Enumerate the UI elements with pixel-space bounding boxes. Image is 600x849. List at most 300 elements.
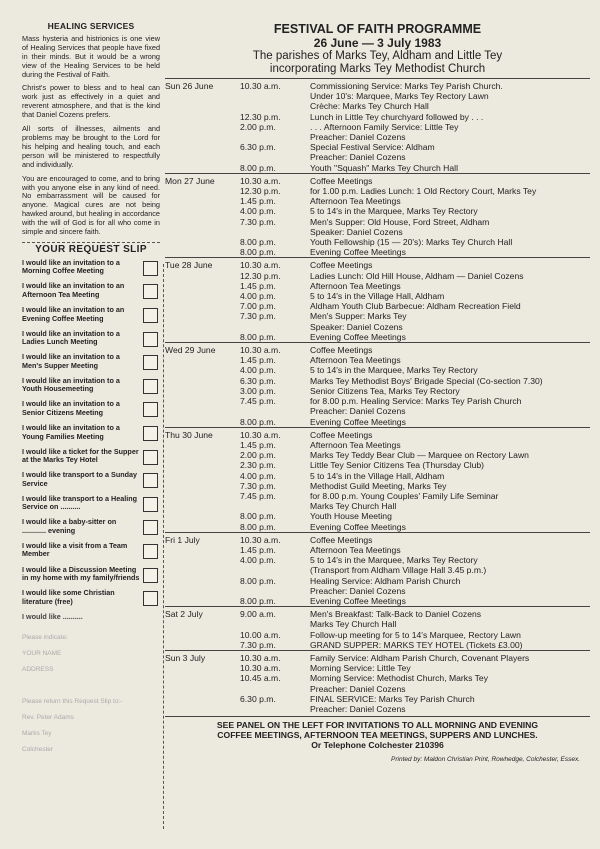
event-description: Little Tey Senior Citizens Tea (Thursday Club) [310, 460, 485, 471]
event-description: for 1.00 p.m. Ladies Lunch: 1 Old Rectory Court, Marks Tey [310, 186, 537, 197]
schedule-row [165, 630, 590, 640]
schedule-row [165, 206, 590, 216]
event-time [240, 586, 310, 596]
event-time: 7.45 p.m. [240, 490, 276, 501]
slip-item[interactable] [22, 448, 160, 472]
schedule-row [165, 430, 590, 440]
day-label [165, 491, 240, 501]
schedule-row [165, 386, 590, 396]
schedule-row [165, 501, 590, 511]
day-label [165, 271, 240, 281]
event-description: Healing Service: Aldham Parish Church [310, 575, 461, 586]
event-description: Crèche: Marks Tey Church Hall [310, 101, 429, 112]
day-label [165, 471, 240, 481]
day-label [165, 196, 240, 206]
slip-address-section [22, 633, 160, 761]
event-time [240, 91, 310, 101]
day-label [165, 396, 240, 406]
healing-paragraph: Christ's power to bless and to heal can work just as effectively in a quiet and reverent atmosphere, and that is the kind that Daniel Cozens prefers. [22, 83, 160, 120]
day-block [165, 427, 590, 532]
schedule-row [165, 555, 590, 565]
schedule-row [165, 301, 590, 311]
slip-field: Please return this Request Slip to:- [22, 697, 123, 705]
event-time: 3.00 p.m. [240, 385, 276, 396]
slip-field: Rev. Peter Adams [22, 713, 74, 721]
day-label [165, 132, 240, 142]
schedule-row [165, 704, 590, 714]
day-label [165, 355, 240, 365]
schedule-row [165, 663, 590, 673]
event-time: 2.00 p.m. [240, 121, 276, 132]
slip-item[interactable] [22, 471, 160, 495]
day-label [165, 406, 240, 416]
schedule-row [165, 152, 590, 162]
day-label [165, 450, 240, 460]
day-label: Wed 29 June [165, 345, 216, 356]
day-label [165, 206, 240, 216]
day-label [165, 596, 240, 606]
day-block [165, 78, 590, 173]
event-time: 8.00 p.m. [240, 521, 276, 532]
day-label: Fri 1 July [165, 534, 200, 545]
event-time: 8.00 p.m. [240, 575, 276, 586]
event-description: Evening Coffee Meetings [310, 331, 406, 342]
healing-text [22, 35, 160, 237]
event-time [240, 101, 310, 111]
day-label [165, 227, 240, 237]
day-label [165, 481, 240, 491]
day-label [165, 301, 240, 311]
event-time: 10.30 a.m. [240, 429, 281, 440]
footer-phone: Or Telephone Colchester 210396 [311, 740, 444, 751]
day-label: Tue 28 June [165, 260, 213, 271]
schedule-row [165, 132, 590, 142]
schedule-row [165, 345, 590, 355]
event-time: 8.00 p.m. [240, 331, 276, 342]
day-label [165, 663, 240, 673]
event-description: Marks Tey Teddy Bear Club — Marquee on Rectory Lawn [310, 450, 529, 461]
schedule-row [165, 186, 590, 196]
event-time: 2.00 p.m. [240, 450, 276, 461]
event-description: Preacher: Daniel Cozens [310, 132, 406, 143]
day-label [165, 386, 240, 396]
day-label [165, 247, 240, 257]
slip-item[interactable] [22, 306, 160, 330]
event-time: 6.30 p.m. [240, 375, 276, 386]
event-description: Marks Tey Church Hall [310, 619, 397, 630]
event-time: 1.45 p.m. [240, 280, 276, 291]
day-block [165, 532, 590, 606]
day-label [165, 163, 240, 173]
event-time: 10.00 a.m. [240, 629, 281, 640]
event-description: Afternoon Tea Meetings [310, 355, 401, 366]
slip-checkbox[interactable] [143, 473, 158, 488]
event-description: Marks Tey Church Hall [310, 501, 397, 512]
event-time: 10.30 a.m. [240, 534, 281, 545]
schedule-row [165, 122, 590, 132]
schedule-row [165, 471, 590, 481]
event-description: 5 to 14's in the Village Hall, Aldham [310, 470, 445, 481]
event-description: Senior Citizens Tea, Marks Tey Rectory [310, 385, 460, 396]
slip-checkbox[interactable] [143, 379, 158, 394]
event-time: 10.30 a.m. [240, 345, 281, 356]
slip-item-label: I would like a visit from a Team Member [22, 540, 128, 559]
printer-credit: Printed by: Maldon Christian Print, Rowhedge, Colchester, Essex. [391, 756, 580, 764]
day-label [165, 365, 240, 375]
schedule-row [165, 481, 590, 491]
event-description: Coffee Meetings [310, 534, 373, 545]
slip-checkbox[interactable] [143, 284, 158, 299]
day-label [165, 555, 240, 565]
healing-paragraph: You are encouraged to come, and to bring with you anyone else in any kind of need. No embarrassment will be caused for anyone. Magical cures are not being hawked around, but healing in accordance with the will of God is for all who come in simple and sincere faith. [22, 173, 160, 237]
slip-item[interactable] [22, 400, 160, 424]
slip-field: Marks Tey [22, 729, 52, 737]
day-label [165, 217, 240, 227]
event-time [240, 684, 310, 694]
event-description: Ladies Lunch: Old Hill House, Aldham — Daniel Cozens [310, 270, 524, 281]
schedule-row [165, 576, 590, 586]
slip-item-label: I would like some Christian literature (free) [22, 588, 115, 606]
footer-line-2: COFFEE MEETINGS, AFTERNOON TEA MEETINGS, SUPPERS AND LUNCHES. [217, 730, 538, 741]
day-label [165, 440, 240, 450]
schedule-row [165, 522, 590, 532]
schedule-row [165, 609, 590, 619]
schedule-row [165, 271, 590, 281]
event-description: Marks Tey Methodist Boys' Brigade Special (Co-section 7.30) [310, 375, 543, 386]
day-label [165, 186, 240, 196]
event-time: 1.45 p.m. [240, 544, 276, 555]
event-description: Morning Service: Little Tey [310, 663, 411, 674]
programme-dates: 26 June — 3 July 1983 [313, 36, 442, 50]
event-time: 8.00 p.m. [240, 511, 276, 522]
slip-checkbox[interactable] [143, 355, 158, 370]
event-time: 8.00 p.m. [240, 416, 276, 427]
day-label [165, 142, 240, 152]
slip-checkbox[interactable] [143, 520, 158, 535]
event-description: Follow-up meeting for 5 to 14's Marquee, Rectory Lawn [310, 629, 521, 640]
slip-item[interactable] [22, 330, 160, 354]
schedule-row [165, 291, 590, 301]
slip-item-label: I would like a ticket for the Supper at the Marks Tey Hotel [22, 446, 139, 465]
slip-checkbox[interactable] [143, 426, 158, 441]
slip-item[interactable] [22, 424, 160, 448]
day-label [165, 237, 240, 247]
day-label: Sat 2 July [165, 609, 203, 620]
slip-item[interactable] [22, 518, 160, 542]
event-description: Morning Service: Methodist Church, Marks Tey [310, 673, 488, 684]
event-description: Preacher: Daniel Cozens [310, 683, 406, 694]
event-time: 10.45 a.m. [240, 673, 281, 684]
schedule-row [165, 545, 590, 555]
event-time: 8.00 p.m. [240, 237, 276, 248]
event-time: 7.30 p.m. [240, 639, 276, 650]
schedule-row [165, 91, 590, 101]
event-time: 8.00 p.m. [240, 247, 276, 258]
schedule-row [165, 684, 590, 694]
event-time: 7.30 p.m. [240, 480, 276, 491]
slip-checkbox[interactable] [143, 544, 158, 559]
schedule-row [165, 586, 590, 596]
day-label [165, 112, 240, 122]
event-description: Preacher: Daniel Cozens [310, 406, 406, 417]
event-description: Men's Supper: Old House, Ford Street, Aldham [310, 216, 490, 227]
schedule-row [165, 260, 590, 270]
day-label [165, 586, 240, 596]
schedule-row [165, 322, 590, 332]
event-description: Evening Coffee Meetings [310, 247, 406, 258]
event-description: 5 to 14's in the Marquee, Marks Tey Rectory [310, 206, 478, 217]
slip-item[interactable] [22, 259, 160, 283]
slip-item-label: I would like an invitation to an Evening Coffee Meeting [22, 305, 125, 323]
event-time: 7.30 p.m. [240, 216, 276, 227]
event-description: Speaker: Daniel Cozens [310, 226, 403, 237]
day-label [165, 640, 240, 650]
event-description: Aldham Youth Club Barbecue: Aldham Recreation Field [310, 301, 521, 312]
event-description: (Transport from Aldham Village Hall 3.45 p.m.) [310, 565, 487, 576]
day-block [165, 257, 590, 342]
event-time: 9.00 a.m. [240, 609, 276, 620]
schedule-row [165, 417, 590, 427]
day-label: Thu 30 June [165, 429, 213, 440]
cut-line [163, 264, 164, 829]
event-description: Afternoon Tea Meetings [310, 196, 401, 207]
event-description: Afternoon Tea Meetings [310, 439, 401, 450]
slip-item-label: I would like a Discussion Meeting in my home with my family/friends [22, 564, 140, 583]
event-time: 1.45 p.m. [240, 355, 276, 366]
schedule-row [165, 355, 590, 365]
footer-note [165, 716, 590, 750]
event-time [240, 565, 310, 575]
slip-item[interactable] [22, 495, 160, 519]
day-label [165, 311, 240, 321]
day-label [165, 460, 240, 470]
event-description: Coffee Meetings [310, 175, 373, 186]
event-time: 1.45 p.m. [240, 439, 276, 450]
schedule-row [165, 376, 590, 386]
event-description: Under 10's: Marquee, Marks Tey Rectory Lawn [310, 91, 489, 102]
slip-checkbox[interactable] [143, 261, 158, 276]
schedule-row [165, 396, 590, 406]
day-block [165, 606, 590, 650]
schedule-row [165, 673, 590, 683]
event-time: 4.00 p.m. [240, 365, 276, 376]
event-time [240, 704, 310, 714]
day-label [165, 376, 240, 386]
programme-panel [165, 22, 590, 763]
slip-item-label: I would like transport to a Healing Service on .......... [22, 493, 138, 512]
slip-item-label: I would like an invitation to a Morning Coffee Meeting [22, 257, 120, 276]
day-label [165, 281, 240, 291]
slip-checkbox[interactable] [143, 568, 158, 583]
event-time: 7.30 p.m. [240, 311, 276, 322]
event-time: 10.30 a.m. [240, 81, 281, 91]
event-time: 4.00 p.m. [240, 206, 276, 217]
day-label: Sun 26 June [165, 81, 214, 91]
event-description: GRAND SUPPER: MARKS TEY HOTEL (Tickets £3.00) [310, 639, 523, 650]
left-panel [22, 22, 160, 761]
day-block [165, 342, 590, 427]
event-description: Coffee Meetings [310, 429, 373, 440]
schedule-row [165, 217, 590, 227]
event-description: Youth House Meeting [310, 511, 392, 522]
slip-item[interactable] [22, 542, 160, 566]
request-slip [22, 259, 160, 613]
event-description: Afternoon Tea Meetings [310, 280, 401, 291]
event-time [240, 132, 310, 142]
schedule-row [165, 406, 590, 416]
schedule-row [165, 332, 590, 342]
slip-field: Colchester [22, 745, 54, 753]
event-time: 2.30 p.m. [240, 460, 276, 471]
schedule-row [165, 450, 590, 460]
event-time [240, 501, 310, 511]
day-label [165, 576, 240, 586]
day-label [165, 619, 240, 629]
slip-item-label: I would like an invitation to a Men's Supper Meeting [22, 352, 120, 370]
slip-field: Please indicate: [22, 633, 68, 641]
event-description: Speaker: Daniel Cozens [310, 321, 403, 332]
slip-checkbox[interactable] [143, 450, 158, 465]
event-description: for 8.00 p.m. Healing Service: Marks Tey Parish Church [310, 396, 522, 407]
event-time: 10.30 a.m. [240, 663, 281, 674]
event-description: Preacher: Daniel Cozens [310, 703, 406, 714]
day-label [165, 501, 240, 511]
schedule-row [165, 176, 590, 186]
slip-checkbox[interactable] [143, 308, 158, 323]
event-time [240, 152, 310, 162]
day-label [165, 322, 240, 332]
event-description: FINAL SERVICE: Marks Tey Parish Church [310, 693, 475, 704]
event-time: 8.00 p.m. [240, 595, 276, 606]
event-time: 12.30 p.m. [240, 270, 281, 281]
schedule-row [165, 311, 590, 321]
day-label [165, 511, 240, 521]
event-description: . . . Afternoon Family Service: Little Tey [310, 121, 459, 132]
day-label [165, 332, 240, 342]
event-time: 10.30 a.m. [240, 260, 281, 271]
schedule-row [165, 101, 590, 111]
slip-item[interactable] [22, 566, 160, 590]
slip-field [22, 681, 160, 697]
event-description: 5 to 14's in the Marquee, Marks Tey Rectory [310, 365, 478, 376]
event-time: 4.00 p.m. [240, 555, 276, 566]
healing-paragraph: Mass hysteria and histrionics is one view of Healing Services that people have fixed in their minds. But it would be a wrong view of the Healing Services to be held during the Festival of Faith. [22, 33, 160, 79]
schedule-row [165, 460, 590, 470]
slip-checkbox[interactable] [143, 402, 158, 417]
day-label [165, 291, 240, 301]
event-description: Preacher: Daniel Cozens [310, 585, 406, 596]
schedule-row [165, 640, 590, 650]
event-description: 5 to 14's in the Marquee, Marks Tey Rectory [310, 555, 478, 566]
day-label [165, 694, 240, 704]
slip-item-label: I would like an invitation to a Young Families Meeting [22, 423, 120, 441]
event-description: Evening Coffee Meetings [310, 416, 406, 427]
event-time: 4.00 p.m. [240, 291, 276, 302]
event-time: 4.00 p.m. [240, 470, 276, 481]
request-slip-title: YOUR REQUEST SLIP [22, 242, 160, 255]
slip-field: YOUR NAME [22, 649, 62, 657]
schedule-row [165, 653, 590, 663]
schedule-row [165, 227, 590, 237]
event-time: 10.30 a.m. [240, 175, 281, 186]
day-label [165, 673, 240, 683]
slip-checkbox[interactable] [143, 591, 158, 606]
event-description: 5 to 14's in the Village Hall, Aldham [310, 291, 445, 302]
event-time [240, 406, 310, 416]
slip-item[interactable] [22, 353, 160, 377]
slip-open-item: I would like .......... [22, 611, 83, 621]
schedule-row [165, 163, 590, 173]
event-description: Coffee Meetings [310, 260, 373, 271]
schedule [165, 78, 590, 714]
slip-field: ADDRESS [22, 665, 54, 673]
event-time: 6.30 p.m. [240, 693, 276, 704]
schedule-row [165, 619, 590, 629]
event-description: Family Service: Aldham Parish Church, Covenant Players [310, 652, 530, 663]
slip-item-label: I would like transport to a Sunday Service [22, 470, 138, 488]
slip-item[interactable] [22, 282, 160, 306]
event-description: Afternoon Tea Meetings [310, 544, 401, 555]
event-time: 12.30 p.m. [240, 111, 281, 122]
event-description: Youth "Squash" Marks Tey Church Hall [310, 162, 458, 173]
slip-item-label: I would like an invitation to a Ladies Lunch Meeting [22, 328, 120, 347]
day-label [165, 565, 240, 575]
schedule-row [165, 247, 590, 257]
slip-item-label: I would like a baby-sitter on ............ evening [22, 517, 117, 535]
event-description: Commissioning Service: Marks Tey Parish Church. [310, 81, 503, 91]
event-time: 12.30 p.m. [240, 186, 281, 197]
slip-item-label: I would like an invitation to an Afternoon Tea Meeting [22, 281, 125, 299]
footer-line-1: SEE PANEL ON THE LEFT FOR INVITATIONS TO ALL MORNING AND EVENING [216, 720, 539, 731]
slip-item[interactable] [22, 589, 160, 613]
event-description: Coffee Meetings [310, 345, 373, 356]
schedule-row [165, 440, 590, 450]
day-label [165, 91, 240, 101]
event-time [240, 227, 310, 237]
schedule-row [165, 535, 590, 545]
slip-item[interactable] [22, 377, 160, 401]
slip-item-label: I would like an invitation to a Youth Housemeeting [22, 375, 120, 394]
event-description: for 8.00 p.m. Young Couples' Family Life Seminar [310, 490, 499, 501]
schedule-row [165, 511, 590, 521]
event-time: 7.00 p.m. [240, 301, 276, 312]
schedule-row [165, 565, 590, 575]
event-description: Men's Breakfast: Talk-Back to Daniel Cozens [310, 609, 482, 620]
day-label [165, 417, 240, 427]
schedule-row [165, 491, 590, 501]
day-block [165, 650, 590, 714]
day-label [165, 630, 240, 640]
event-description: Lunch in Little Tey churchyard followed by . . . [310, 111, 484, 122]
event-description: Special Festival Service: Aldham [310, 142, 435, 153]
schedule-row [165, 365, 590, 375]
schedule-row [165, 142, 590, 152]
day-label [165, 101, 240, 111]
slip-checkbox[interactable] [143, 497, 158, 512]
slip-checkbox[interactable] [143, 332, 158, 347]
day-label: Mon 27 June [165, 175, 215, 186]
event-description: Evening Coffee Meetings [310, 521, 406, 532]
day-label [165, 704, 240, 714]
schedule-row [165, 112, 590, 122]
event-time [240, 619, 310, 629]
event-time: 8.00 p.m. [240, 162, 276, 173]
event-description: Youth Fellowship (15 — 20's): Marks Tey Church Hall [310, 237, 513, 248]
day-label [165, 684, 240, 694]
parishes-line: The parishes of Marks Tey, Aldham and Little Tey [252, 50, 503, 62]
day-label [165, 545, 240, 555]
day-label: Sun 3 July [165, 652, 206, 663]
